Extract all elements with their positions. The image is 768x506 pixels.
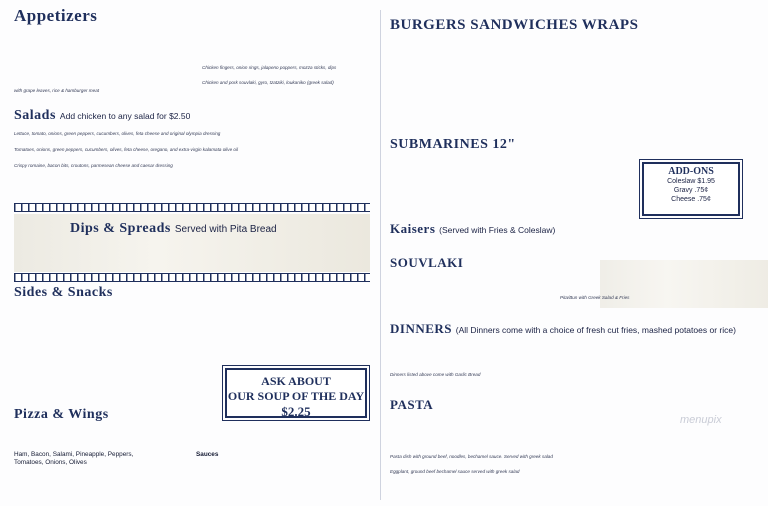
add-ons-box: [642, 162, 740, 216]
soup-of-the-day-box: [225, 368, 367, 418]
soup-line1: ASK ABOUT: [261, 374, 331, 388]
add-ons-title: ADD-ONS: [668, 166, 714, 177]
item-description: Tomatoes, onions, green peppers, cucumbers, olives, feta cheese, oregano, and extra-virgin kalamata olive oil: [14, 147, 239, 152]
salads-heading: [14, 109, 190, 123]
dinners-heading: [390, 322, 736, 335]
greek-key-border: [14, 203, 370, 212]
dinners-title: DINNERS: [390, 321, 453, 336]
sides-heading: Sides & Snacks: [14, 285, 113, 300]
dinners-subtitle: (All Dinners come with a choice of fresh cut fries, mashed potatoes or rice): [455, 325, 736, 335]
item-description: Crispy romaine, bacon bits, croutons, parmesean cheese and caesar dressing: [14, 163, 173, 168]
soup-price: $2.25: [281, 404, 311, 419]
appetizers-heading: Appetizers: [14, 6, 98, 25]
item-description: Pita/Bun with Greek Salad & Fries: [560, 295, 630, 300]
greek-key-border: [14, 273, 370, 282]
item-description: Pasta dish with ground beef, noodles, bechamel sauce. Served with greek salad: [390, 454, 553, 459]
item-description: Eggplant, ground beef bechamel sauce served with greek salad: [390, 469, 520, 474]
dips-heading: [70, 222, 277, 236]
add-on-item: Gravy .75¢: [673, 187, 709, 194]
subs-heading: SUBMARINES 12": [390, 137, 516, 152]
sauces-label: Sauces: [196, 451, 219, 458]
dips-title: Dips & Spreads: [70, 221, 171, 236]
dips-subtitle: Served with Pita Bread: [174, 224, 277, 235]
kaisers-title: Kaisers: [390, 221, 436, 236]
column-divider: [380, 10, 381, 500]
item-description: with grape leaves, rice & hamburger meat: [14, 88, 100, 93]
souvlaki-photo: [600, 260, 768, 308]
burgers-heading: BURGERS SANDWICHES WRAPS: [390, 17, 639, 33]
souvlaki-heading: SOUVLAKI: [390, 255, 464, 270]
soup-line2: OUR SOUP OF THE DAY: [227, 389, 365, 403]
item-description: Lettuce, tomato, onions, green peppers, cucumbers, olives, feta cheese and original olympia dressing: [14, 131, 221, 136]
add-on-item: Coleslaw $1.95: [667, 178, 715, 185]
salads-title: Salads: [14, 108, 56, 123]
pasta-heading: PASTA: [390, 397, 434, 412]
pizza-heading: Pizza & Wings: [14, 407, 109, 422]
item-description: Dinners listed above come with Garlic Bread: [390, 372, 481, 377]
watermark: menupix: [680, 414, 722, 426]
item-description: Chicken and pork souvlaki, gyro, tzatziki, loukaniko (greek salad): [202, 80, 334, 85]
kaisers-heading: [390, 222, 555, 235]
item-description: Chicken fingers, onion rings, jalapeno poppers, mozza sticks, dips: [202, 65, 337, 70]
kaisers-subtitle: (Served with Fries & Coleslaw): [439, 225, 556, 235]
toppings-list: Ham, Bacon, Salami, Pineapple, Peppers, Tomatoes, Onions, Olives: [14, 451, 134, 466]
add-on-item: Cheese .75¢: [671, 196, 711, 203]
salads-subtitle: Add chicken to any salad for $2.50: [59, 111, 191, 121]
